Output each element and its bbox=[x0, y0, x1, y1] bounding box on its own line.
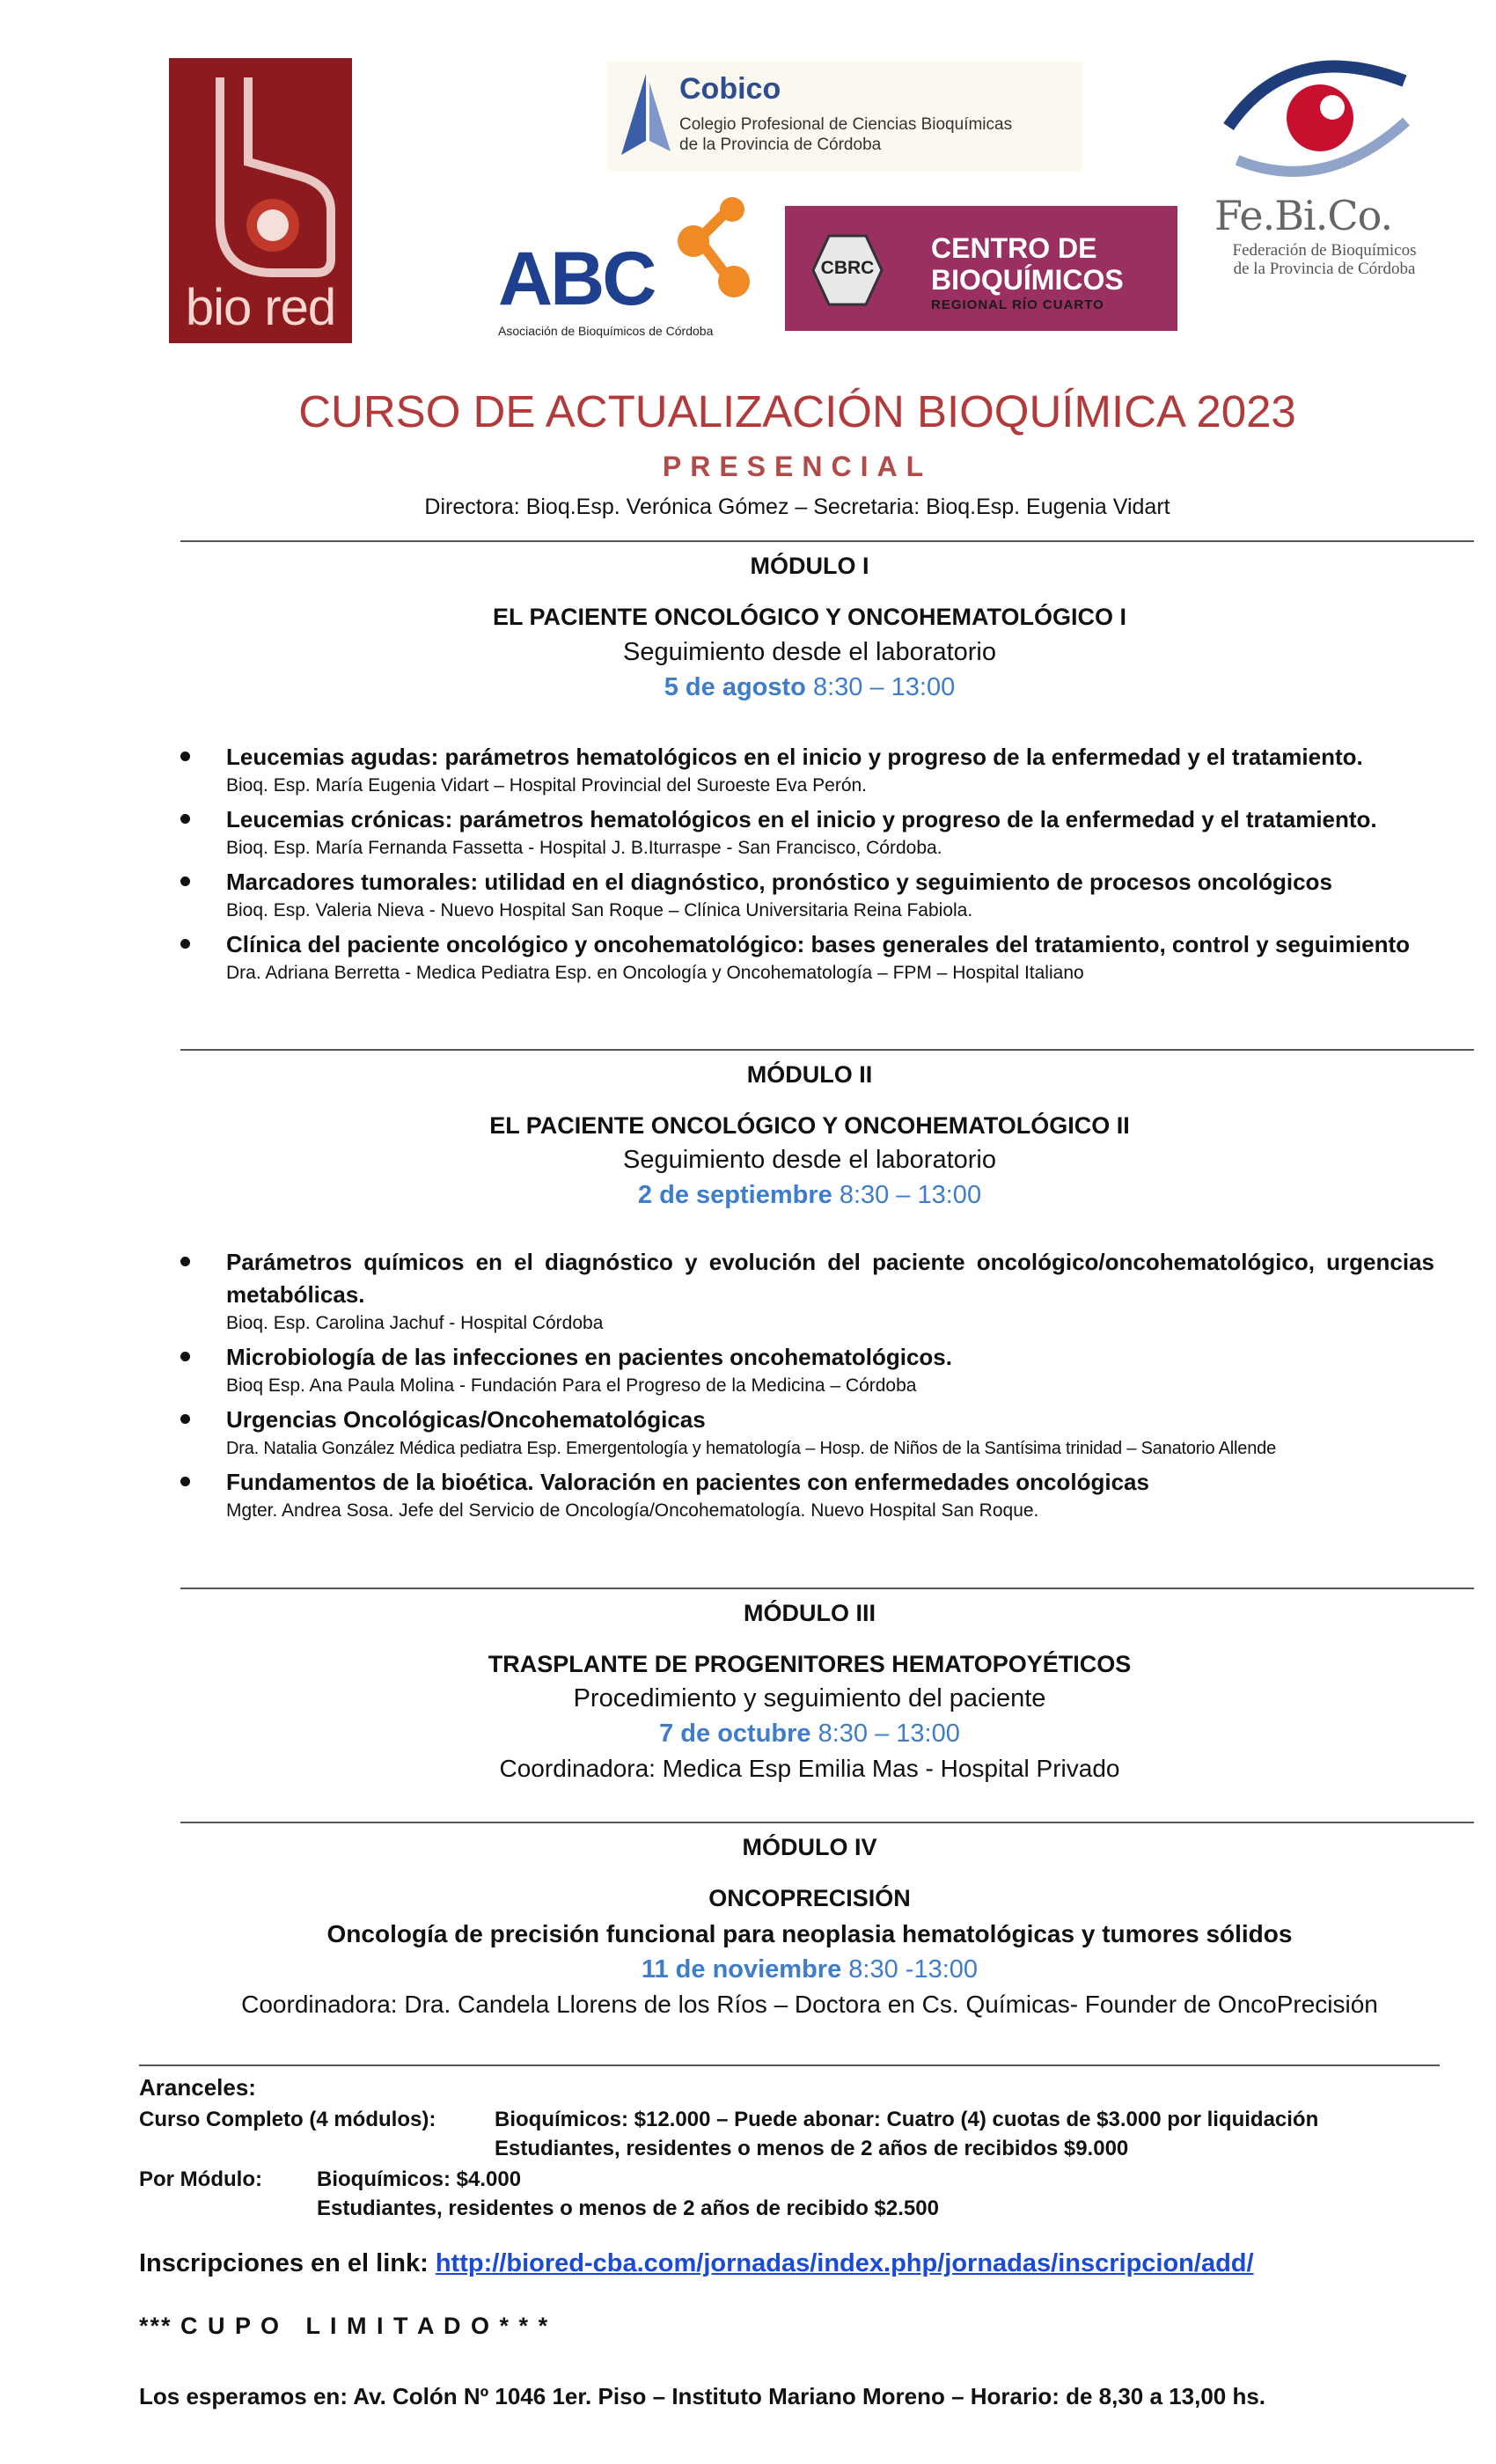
cbrc-badge: CBRC bbox=[820, 258, 875, 278]
list-item bbox=[180, 1341, 1434, 1398]
limited-seats-notice: *** C U P O L I M I T A D O * * * bbox=[139, 2313, 550, 2339]
topic-speaker: Bioq Esp. Ana Paula Molina - Fundación Para el Progreso de la Medicina – Córdoba bbox=[226, 1375, 917, 1396]
topic-speaker: Bioq. Esp. Carolina Jachuf - Hospital Córdoba bbox=[226, 1313, 604, 1333]
bullet-icon bbox=[180, 1257, 190, 1266]
registration-link[interactable]: http://biored-cba.com/jornadas/index.php/jornadas/inscripcion/add/ bbox=[435, 2249, 1254, 2277]
bullet-icon bbox=[180, 876, 190, 886]
module-coordinator: Coordinadora: Dra. Candela Llorens de los Ríos – Doctora en Cs. Químicas- Founder de OncoPrecisión bbox=[241, 1991, 1378, 2018]
bullet-icon bbox=[180, 1414, 190, 1424]
module-title: EL PACIENTE ONCOLÓGICO Y ONCOHEMATOLÓGICO I bbox=[492, 604, 1127, 630]
module-date: 5 de agosto 8:30 – 13:00 bbox=[664, 673, 956, 701]
bullet-icon bbox=[180, 814, 190, 824]
module-label: MÓDULO IV bbox=[742, 1834, 877, 1860]
topic-title: Leucemias agudas: parámetros hematológicos en el inicio y progreso de la enfermedad y el tratamiento. bbox=[226, 744, 1363, 770]
list-item bbox=[180, 1246, 1434, 1336]
module-title: TRASPLANTE DE PROGENITORES HEMATOPOYÉTICOS bbox=[488, 1651, 1132, 1677]
module-date: 11 de noviembre 8:30 -13:00 bbox=[641, 1955, 979, 1984]
registration-line bbox=[139, 2249, 1254, 2278]
febico-subtitle: Federación de Bioquímicos de la Provincia de Córdoba bbox=[1232, 241, 1417, 278]
divider bbox=[180, 540, 1474, 542]
topic-title: Marcadores tumorales: utilidad en el diagnóstico, pronóstico y seguimiento de procesos oncológicos bbox=[226, 869, 1332, 895]
list-item bbox=[180, 1466, 1434, 1523]
topic-title: Microbiología de las infecciones en pacientes oncohematológicos. bbox=[226, 1344, 952, 1370]
module-title: ONCOPRECISIÓN bbox=[708, 1885, 911, 1911]
divider bbox=[180, 1822, 1474, 1823]
module-date: 7 de octubre 8:30 – 13:00 bbox=[659, 1720, 960, 1748]
abc-subtitle: Asociación de Bioquímicos de Córdoba bbox=[498, 324, 714, 338]
full-course-price: Bioquímicos: $12.000 – Puede abonar: Cuatro (4) cuotas de $3.000 por liquidación bbox=[495, 2108, 1319, 2131]
cbrc-region: REGIONAL RÍO CUARTO bbox=[931, 297, 1104, 312]
bullet-icon bbox=[180, 1352, 190, 1361]
biored-flask-icon bbox=[185, 70, 336, 285]
full-course-student-price: Estudiantes, residentes o menos de 2 años de recibidos $9.000 bbox=[495, 2137, 1129, 2160]
abc-name: ABC bbox=[498, 237, 655, 321]
list-item bbox=[180, 928, 1434, 986]
molecule-icon bbox=[667, 195, 759, 319]
cobico-logo bbox=[607, 62, 1082, 172]
cobico-name: Cobico bbox=[679, 72, 781, 106]
cbrc-logo bbox=[785, 206, 1177, 331]
febico-name: Fe.Bi.Co. bbox=[1214, 192, 1393, 239]
full-course-label: Curso Completo (4 módulos): bbox=[139, 2108, 436, 2131]
module-label: MÓDULO II bbox=[746, 1061, 873, 1088]
cobico-sail-icon bbox=[612, 70, 674, 162]
list-item bbox=[180, 1404, 1434, 1461]
topic-speaker: Bioq. Esp. María Eugenia Vidart – Hospital Provincial del Suroeste Eva Perón. bbox=[226, 775, 868, 796]
module-title: EL PACIENTE ONCOLÓGICO Y ONCOHEMATOLÓGICO II bbox=[489, 1112, 1130, 1139]
module-label: MÓDULO I bbox=[750, 553, 869, 579]
abc-logo bbox=[495, 195, 759, 343]
divider bbox=[180, 1588, 1474, 1589]
topic-speaker: Mgter. Andrea Sosa. Jefe del Servicio de Oncología/Oncohematología. Nuevo Hospital San Roque. bbox=[226, 1500, 1039, 1521]
module-subtitle: Oncología de precisión funcional para neoplasia hematológicas y tumores sólidos bbox=[326, 1920, 1293, 1947]
biored-logo-text: bio red bbox=[185, 279, 336, 336]
febico-logo bbox=[1202, 46, 1433, 301]
topic-speaker: Dra. Natalia González Médica pediatra Esp. Emergentología y hematología – Hosp. de Niños de la Santísima trinidad – Sanatorio Allende bbox=[226, 1439, 1276, 1458]
topic-speaker: Bioq. Esp. María Fernanda Fassetta - Hospital J. B.Iturraspe - San Francisco, Córdoba. bbox=[226, 838, 942, 858]
list-item bbox=[180, 866, 1434, 923]
directors-line: Directora: Bioq.Esp. Verónica Gómez – Secretaria: Bioq.Esp. Eugenia Vidart bbox=[424, 495, 1170, 519]
topic-title: Urgencias Oncológicas/Oncohematológicas bbox=[226, 1406, 706, 1433]
module-coordinator: Coordinadora: Medica Esp Emilia Mas - Hospital Privado bbox=[499, 1755, 1120, 1782]
per-module-label: Por Módulo: bbox=[139, 2167, 262, 2191]
module-date: 2 de septiembre 8:30 – 13:00 bbox=[637, 1181, 982, 1209]
module-subtitle: Seguimiento desde el laboratorio bbox=[623, 1146, 996, 1174]
bullet-icon bbox=[180, 1477, 190, 1486]
module-subtitle: Procedimiento y seguimiento del paciente bbox=[573, 1684, 1046, 1712]
bullet-icon bbox=[180, 752, 190, 761]
course-title: CURSO DE ACTUALIZACIÓN BIOQUÍMICA 2023 bbox=[298, 386, 1296, 436]
cobico-subtitle: Colegio Profesional de Ciencias Bioquímicas de la Provincia de Córdoba bbox=[679, 115, 1013, 154]
topic-speaker: Dra. Adriana Berretta - Medica Pediatra Esp. en Oncología y Oncohematología – FPM – Hospital Italiano bbox=[226, 963, 1084, 983]
biored-logo bbox=[169, 58, 352, 343]
topic-title: Clínica del paciente oncológico y oncohematológico: bases generales del tratamiento, control y seguimiento bbox=[226, 931, 1411, 957]
topic-speaker: Bioq. Esp. Valeria Nieva - Nuevo Hospital San Roque – Clínica Universitaria Reina Fabiola. bbox=[226, 900, 973, 920]
module-label: MÓDULO III bbox=[744, 1600, 876, 1626]
topic-title: Parámetros químicos en el diagnóstico y evolución del paciente oncológico/oncohematológico, urgencias metabólicas. bbox=[226, 1249, 1434, 1308]
registration-label: Inscripciones en el link: bbox=[139, 2249, 429, 2277]
cbrc-title: CENTRO DE BIOQUÍMICOS bbox=[931, 232, 1124, 296]
topic-title: Leucemias crónicas: parámetros hematológicos en el inicio y progreso de la enfermedad y el tratamiento. bbox=[226, 806, 1377, 832]
per-module-price: Bioquímicos: $4.000 bbox=[317, 2167, 522, 2191]
location-line: Los esperamos en: Av. Colón Nº 1046 1er. Piso – Instituto Mariano Moreno – Horario: de 8,30 a 13,00 hs. bbox=[139, 2383, 1266, 2409]
per-module-student-price: Estudiantes, residentes o menos de 2 años de recibido $2.500 bbox=[317, 2196, 939, 2220]
module-subtitle: Seguimiento desde el laboratorio bbox=[623, 638, 996, 666]
modality-label: PRESENCIAL bbox=[662, 451, 933, 482]
divider bbox=[180, 1049, 1474, 1051]
topic-title: Fundamentos de la bioética. Valoración en pacientes con enfermedades oncológicas bbox=[226, 1469, 1149, 1495]
fees-heading: Aranceles: bbox=[139, 2074, 256, 2101]
febico-eye-icon bbox=[1202, 46, 1433, 187]
divider bbox=[139, 2064, 1440, 2066]
bullet-icon bbox=[180, 939, 190, 949]
list-item bbox=[180, 741, 1434, 798]
list-item bbox=[180, 803, 1434, 861]
